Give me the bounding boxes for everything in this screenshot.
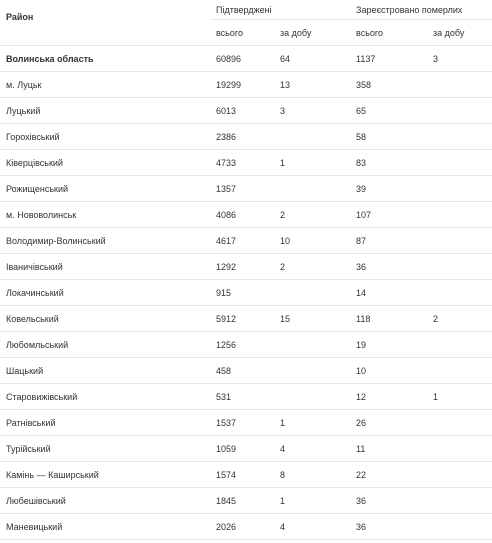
cell-confirmed-total: 19299 [210, 72, 274, 98]
cell-district-name: Горохівський [0, 124, 210, 150]
column-header-deaths-per-day: за добу [427, 20, 492, 46]
cell-deaths-total: 358 [350, 72, 427, 98]
cell-deaths-per-day [427, 124, 492, 150]
cell-deaths-per-day [427, 254, 492, 280]
cell-deaths-per-day [427, 202, 492, 228]
cell-district-name: Володимир-Волинський [0, 228, 210, 254]
cell-confirmed-per-day [274, 332, 350, 358]
cell-confirmed-total: 1292 [210, 254, 274, 280]
table-row [0, 358, 492, 384]
cell-confirmed-per-day: 4 [274, 514, 350, 540]
cell-district-name: Іваничівський [0, 254, 210, 280]
cell-deaths-total: 12 [350, 384, 427, 410]
header-row-groups [0, 0, 492, 20]
table-row [0, 280, 492, 306]
table-header [0, 0, 492, 46]
table-row [0, 150, 492, 176]
table-row [0, 176, 492, 202]
cell-deaths-per-day [427, 332, 492, 358]
cell-confirmed-per-day: 10 [274, 228, 350, 254]
cell-confirmed-total: 4086 [210, 202, 274, 228]
table-row [0, 410, 492, 436]
cell-deaths-total: 58 [350, 124, 427, 150]
cell-confirmed-per-day [274, 358, 350, 384]
cell-confirmed-total: 4733 [210, 150, 274, 176]
cell-confirmed-per-day: 8 [274, 462, 350, 488]
table-body [0, 46, 492, 540]
cell-confirmed-total: 531 [210, 384, 274, 410]
cell-confirmed-per-day [274, 124, 350, 150]
cell-confirmed-total: 6013 [210, 98, 274, 124]
cell-confirmed-per-day [274, 176, 350, 202]
cell-deaths-total: 19 [350, 332, 427, 358]
cell-deaths-total: 14 [350, 280, 427, 306]
cell-confirmed-per-day: 2 [274, 254, 350, 280]
cell-deaths-total: 10 [350, 358, 427, 384]
cell-deaths-per-day: 2 [427, 306, 492, 332]
cell-confirmed-total: 60896 [210, 46, 274, 72]
cell-deaths-per-day [427, 410, 492, 436]
cell-district-name: Камінь — Каширський [0, 462, 210, 488]
cell-deaths-total: 107 [350, 202, 427, 228]
cell-confirmed-per-day: 13 [274, 72, 350, 98]
table-row [0, 332, 492, 358]
table-row [0, 228, 492, 254]
cell-deaths-total: 36 [350, 514, 427, 540]
column-group-confirmed: Підтверджені [210, 0, 350, 20]
cell-district-name: Любешівський [0, 488, 210, 514]
column-header-confirmed-total: всього [210, 20, 274, 46]
cell-confirmed-total: 2386 [210, 124, 274, 150]
cell-district-name: Шацький [0, 358, 210, 384]
cell-confirmed-per-day: 64 [274, 46, 350, 72]
cell-district-name: Ківерцівський [0, 150, 210, 176]
cell-deaths-per-day [427, 488, 492, 514]
cell-district-name: Рожищенський [0, 176, 210, 202]
cell-district-name: Маневицький [0, 514, 210, 540]
cell-confirmed-per-day [274, 384, 350, 410]
cell-district-name: Ратнівський [0, 410, 210, 436]
column-header-rayon: Район [0, 0, 210, 46]
cell-confirmed-total: 1059 [210, 436, 274, 462]
cell-district-name: Волинська область [0, 46, 210, 72]
cell-confirmed-per-day [274, 280, 350, 306]
cell-deaths-per-day [427, 514, 492, 540]
cell-district-name: Старовижівський [0, 384, 210, 410]
cell-confirmed-total: 5912 [210, 306, 274, 332]
cell-deaths-per-day [427, 72, 492, 98]
cell-deaths-total: 83 [350, 150, 427, 176]
table-row [0, 306, 492, 332]
column-header-deaths-total: всього [350, 20, 427, 46]
cell-confirmed-per-day: 1 [274, 150, 350, 176]
cell-district-name: м. Луцьк [0, 72, 210, 98]
cell-confirmed-total: 915 [210, 280, 274, 306]
cell-confirmed-per-day: 15 [274, 306, 350, 332]
cell-district-name: Ковельський [0, 306, 210, 332]
table-row [0, 98, 492, 124]
cell-deaths-total: 36 [350, 254, 427, 280]
cell-deaths-per-day [427, 150, 492, 176]
column-header-confirmed-per-day: за добу [274, 20, 350, 46]
cell-deaths-total: 65 [350, 98, 427, 124]
cell-deaths-per-day [427, 462, 492, 488]
table-row [0, 462, 492, 488]
cell-deaths-total: 87 [350, 228, 427, 254]
cell-confirmed-total: 1256 [210, 332, 274, 358]
column-group-deaths: Зареєстровано померлих [350, 0, 492, 20]
cell-confirmed-total: 1357 [210, 176, 274, 202]
cell-confirmed-per-day: 1 [274, 410, 350, 436]
cell-deaths-per-day: 1 [427, 384, 492, 410]
cell-confirmed-total: 1537 [210, 410, 274, 436]
table-row [0, 384, 492, 410]
table-row [0, 202, 492, 228]
table-row [0, 254, 492, 280]
cell-deaths-per-day [427, 280, 492, 306]
table-row [0, 72, 492, 98]
cell-confirmed-per-day: 2 [274, 202, 350, 228]
cell-district-name: Любомльський [0, 332, 210, 358]
table-row-total [0, 46, 492, 72]
cell-confirmed-per-day: 1 [274, 488, 350, 514]
cell-deaths-total: 1137 [350, 46, 427, 72]
cell-deaths-per-day [427, 176, 492, 202]
cell-confirmed-total: 1845 [210, 488, 274, 514]
cell-deaths-per-day [427, 358, 492, 384]
cell-district-name: Локачинський [0, 280, 210, 306]
cell-deaths-per-day [427, 436, 492, 462]
table-row [0, 124, 492, 150]
table-row [0, 436, 492, 462]
cell-deaths-per-day [427, 228, 492, 254]
cell-deaths-total: 39 [350, 176, 427, 202]
cell-deaths-total: 26 [350, 410, 427, 436]
cell-district-name: Луцький [0, 98, 210, 124]
cell-confirmed-total: 458 [210, 358, 274, 384]
cell-deaths-total: 11 [350, 436, 427, 462]
cell-deaths-total: 118 [350, 306, 427, 332]
cell-deaths-total: 36 [350, 488, 427, 514]
cell-deaths-per-day [427, 98, 492, 124]
cell-confirmed-total: 2026 [210, 514, 274, 540]
cell-confirmed-total: 1574 [210, 462, 274, 488]
table-row [0, 488, 492, 514]
cell-confirmed-total: 4617 [210, 228, 274, 254]
cell-district-name: Турійський [0, 436, 210, 462]
cell-district-name: м. Нововолинськ [0, 202, 210, 228]
cell-deaths-per-day: 3 [427, 46, 492, 72]
cell-deaths-total: 22 [350, 462, 427, 488]
cell-confirmed-per-day: 3 [274, 98, 350, 124]
table-row [0, 514, 492, 540]
cell-confirmed-per-day: 4 [274, 436, 350, 462]
